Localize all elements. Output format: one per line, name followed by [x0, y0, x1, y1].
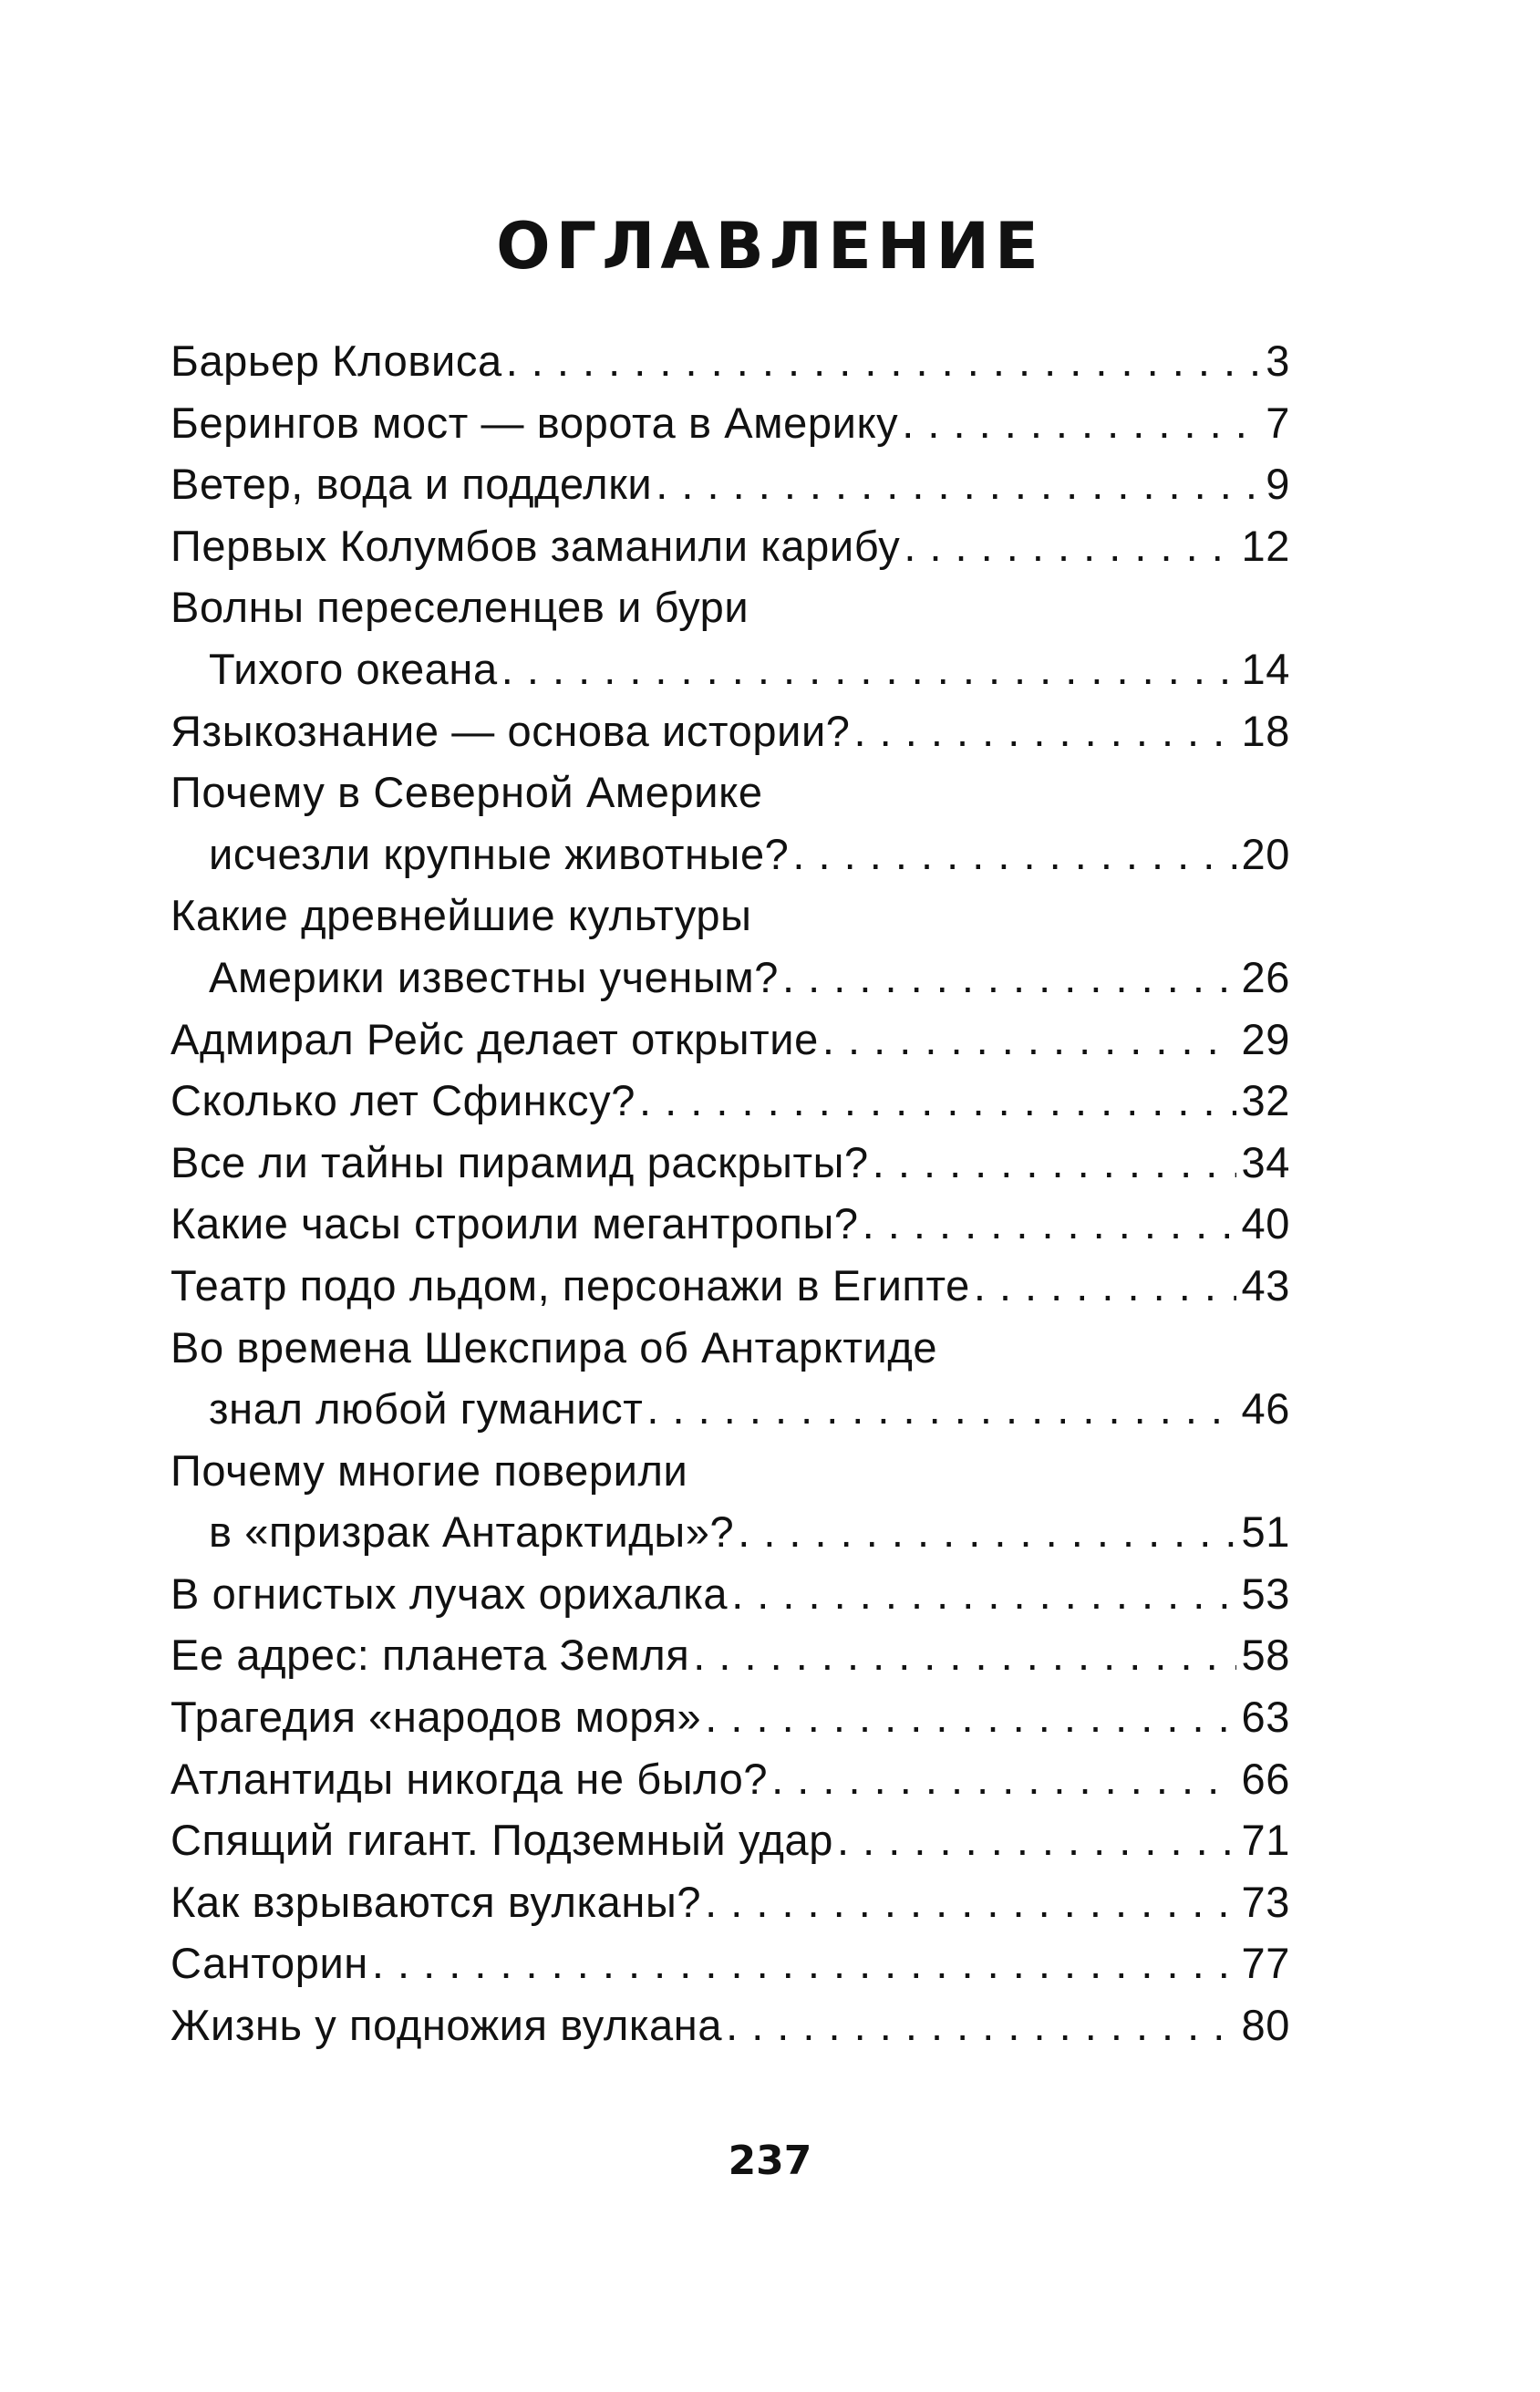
toc-entry-last-line [171, 1871, 1290, 1933]
toc-entry [171, 515, 1290, 577]
toc-entry-title: Жизнь у подножия вулкана [171, 2001, 723, 2050]
toc-entry [171, 576, 1290, 699]
toc-entry [171, 1317, 1290, 1440]
toc-entry-line [171, 1440, 1290, 1502]
toc-entry-title: Какие часы строили мегантропы? [171, 1199, 859, 1248]
toc-entry [171, 453, 1290, 515]
toc-page-number: 80 [1241, 2001, 1290, 2050]
toc-entry-last-line [171, 1686, 1290, 1748]
dot-leader [731, 1563, 1235, 1625]
toc-entry-title: Тихого океана [209, 644, 498, 693]
toc-entry-title: Ее адрес: планета Земля [171, 1631, 690, 1680]
toc-entry [171, 1070, 1290, 1132]
toc-entry [171, 1994, 1290, 2056]
toc-entry-last-line [171, 823, 1290, 885]
toc-entry-title: Ветер, вода и подделки [171, 460, 653, 509]
toc-entry-last-line [171, 1378, 1290, 1440]
dot-leader [863, 1193, 1236, 1255]
toc-page-number: 71 [1241, 1816, 1290, 1865]
toc-entry-title: Первых Колумбов заманили карибу [171, 521, 901, 570]
toc-entry [171, 1809, 1290, 1871]
toc-entry [171, 1563, 1290, 1625]
dot-leader [656, 453, 1260, 515]
toc-entry-last-line [171, 1255, 1290, 1317]
toc-page-number: 58 [1241, 1631, 1290, 1680]
toc-entry-title: Во времена Шекспира об Антарктиде [171, 1322, 938, 1372]
toc-page-number: 29 [1241, 1014, 1290, 1063]
dot-leader [792, 823, 1235, 885]
toc-entry-last-line [171, 1932, 1290, 1994]
dot-leader [782, 947, 1236, 1009]
dot-leader [771, 1748, 1235, 1810]
dot-leader [974, 1255, 1236, 1317]
toc-page-number: 51 [1241, 1507, 1290, 1557]
page-title: ОГЛАВЛЕНИЕ [496, 209, 1044, 284]
dot-leader [705, 1686, 1235, 1748]
toc-page-number: 7 [1266, 398, 1290, 447]
toc-entry-title: Берингов мост — ворота в Америку [171, 398, 899, 447]
toc-page-number: 18 [1241, 706, 1290, 755]
dot-leader [693, 1624, 1235, 1686]
toc-entry-title: Трагедия «народов моря» [171, 1693, 702, 1742]
toc-entry [171, 1748, 1290, 1810]
toc-page-number: 14 [1241, 644, 1290, 693]
toc-entry-last-line [171, 1994, 1290, 2056]
toc-entry-title: знал любой гуманист [209, 1384, 644, 1434]
dot-leader [501, 638, 1236, 700]
toc-entry-line [171, 576, 1290, 638]
toc-entry-title: Все ли тайны пирамид раскрыты? [171, 1137, 869, 1186]
dot-leader [705, 1871, 1235, 1933]
toc-page-number: 77 [1241, 1939, 1290, 1988]
toc-page-number: 20 [1241, 829, 1290, 878]
dot-leader [873, 1132, 1236, 1194]
toc-entry-last-line [171, 453, 1290, 515]
toc-entry-last-line [171, 1748, 1290, 1810]
toc-page-number: 9 [1266, 460, 1290, 509]
dot-leader [726, 1994, 1235, 2056]
toc-entry-title: В огнистых лучах орихалка [171, 1569, 729, 1618]
toc-entry [171, 1132, 1290, 1194]
toc-entry [171, 885, 1290, 1008]
toc-entry-title: Адмирал Рейс делает открытие [171, 1014, 819, 1063]
toc-entry [171, 1871, 1290, 1933]
toc-entry-title: Как взрываются вулканы? [171, 1877, 702, 1926]
toc-page-number: 53 [1241, 1569, 1290, 1618]
toc-entry-title: Почему в Северной Америке [171, 768, 763, 817]
toc-entry-title: Барьер Кловиса [171, 337, 502, 385]
toc-entry [171, 1009, 1290, 1071]
toc-page-number: 46 [1241, 1384, 1290, 1434]
toc-entry-line [171, 1317, 1290, 1379]
toc-entry [171, 1686, 1290, 1748]
toc-entry [171, 1193, 1290, 1255]
toc-entry-last-line [171, 1809, 1290, 1871]
toc-entry-title: Санторин [171, 1939, 368, 1988]
toc-page-number: 63 [1241, 1693, 1290, 1742]
toc-entry [171, 330, 1290, 392]
toc-page-number: 34 [1241, 1137, 1290, 1186]
toc-entry [171, 392, 1290, 454]
dot-leader [837, 1809, 1236, 1871]
toc-entry-last-line [171, 1193, 1290, 1255]
page-number: 237 [728, 2138, 812, 2184]
toc-entry [171, 1255, 1290, 1317]
dot-leader [646, 1378, 1235, 1440]
dot-leader [372, 1932, 1236, 1994]
dot-leader [854, 700, 1236, 762]
toc-entry-title: Театр подо льдом, персонажи в Египте [171, 1260, 970, 1310]
toc-entry-last-line [171, 1009, 1290, 1071]
toc-entry-last-line [171, 1624, 1290, 1686]
toc-entry-title: Сколько лет Сфинксу? [171, 1076, 636, 1125]
toc-entry-last-line [171, 947, 1290, 1009]
toc-page-number: 43 [1241, 1260, 1290, 1310]
toc-entry-title: исчезли крупные животные? [209, 829, 790, 878]
toc-page-number: 73 [1241, 1877, 1290, 1926]
table-of-contents [171, 330, 1290, 2056]
toc-page-number: 40 [1241, 1199, 1290, 1248]
toc-entry-last-line [171, 515, 1290, 577]
toc-entry-title: Волны переселенцев и бури [171, 583, 749, 632]
toc-entry-line [171, 761, 1290, 823]
toc-entry [171, 1440, 1290, 1563]
toc-page-number: 32 [1241, 1076, 1290, 1125]
toc-entry [171, 1932, 1290, 1994]
toc-entry-title: Языкознание — основа истории? [171, 706, 851, 755]
toc-page-number: 12 [1241, 521, 1290, 570]
toc-entry-title: Какие древнейшие культуры [171, 891, 752, 940]
dot-leader [822, 1009, 1236, 1071]
toc-entry-last-line [171, 638, 1290, 700]
dot-leader [902, 392, 1260, 454]
toc-entry-title: Атлантиды никогда не было? [171, 1754, 769, 1803]
toc-entry-last-line [171, 1501, 1290, 1563]
toc-entry-last-line [171, 700, 1290, 762]
toc-entry-last-line [171, 1563, 1290, 1625]
toc-page-number: 26 [1241, 952, 1290, 1001]
dot-leader [506, 330, 1261, 392]
toc-entry-title: Америки известны ученым? [209, 952, 779, 1001]
toc-page-number: 66 [1241, 1754, 1290, 1803]
toc-entry-title: в «призрак Антарктиды»? [209, 1507, 735, 1557]
dot-leader [738, 1501, 1235, 1563]
toc-entry-last-line [171, 392, 1290, 454]
toc-entry [171, 1624, 1290, 1686]
dot-leader [639, 1070, 1236, 1132]
toc-entry [171, 700, 1290, 762]
toc-page-number: 3 [1266, 337, 1290, 385]
toc-entry [171, 761, 1290, 885]
dot-leader [904, 515, 1235, 577]
toc-entry-last-line [171, 1070, 1290, 1132]
toc-entry-last-line [171, 330, 1290, 392]
toc-entry-last-line [171, 1132, 1290, 1194]
toc-entry-title: Почему многие поверили [171, 1445, 688, 1495]
toc-entry-line [171, 885, 1290, 947]
toc-entry-title: Спящий гигант. Подземный удар [171, 1816, 833, 1865]
